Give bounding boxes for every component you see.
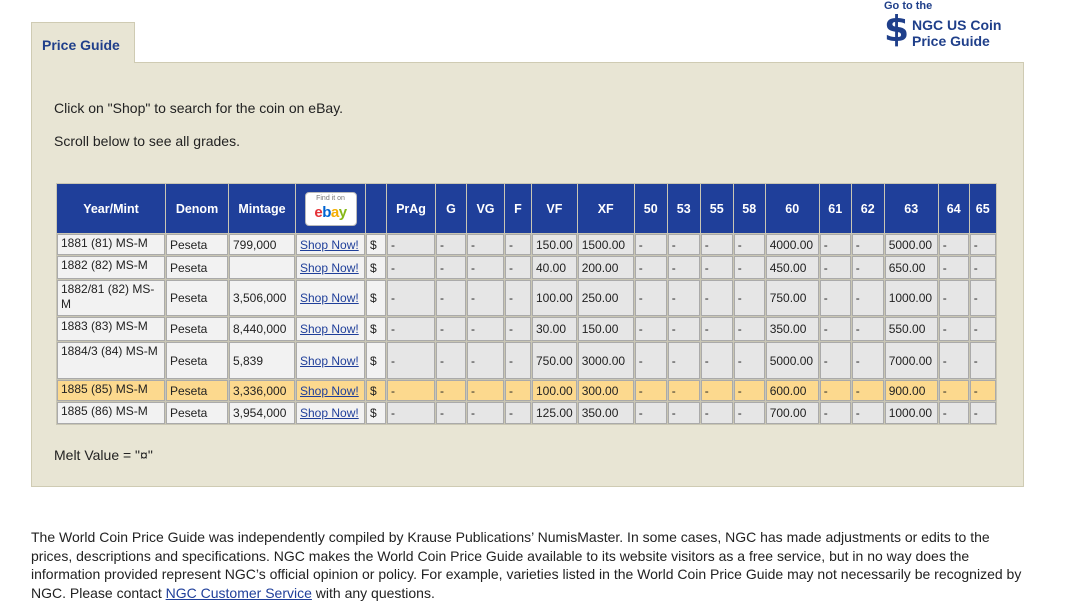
column-header: 50 [635,184,667,233]
table-cell: 5,839 [229,342,295,379]
ebay-header [296,184,365,233]
goto-label: Go to the [884,0,933,12]
melt-value: Melt Value = "¤" [54,447,153,463]
table-cell: - [436,342,466,379]
table-cell: - [701,380,733,401]
table-cell [296,280,365,316]
table-cell: - [939,234,969,255]
table-cell [296,342,365,379]
table-cell: - [505,317,531,341]
table-cell: - [668,380,700,401]
column-header: 53 [668,184,700,233]
column-header: PrAg [387,184,435,233]
shop-now-link[interactable]: Shop Now! [300,322,359,336]
table-cell: - [436,317,466,341]
table-cell: - [852,380,884,401]
table-cell: 450.00 [766,256,819,279]
table-cell: - [852,256,884,279]
table-cell: - [820,342,851,379]
column-header: Year/Mint [57,184,165,233]
table-cell: - [701,402,733,424]
table-row [57,256,996,279]
table-cell: - [387,317,435,341]
table-row [57,234,996,255]
shop-now-link[interactable]: Shop Now! [300,383,359,398]
table-row [57,317,996,341]
table-cell: - [820,234,851,255]
table-cell: 750.00 [532,342,577,379]
table-cell: - [970,342,996,379]
table-cell: - [436,402,466,424]
table-cell [296,402,365,424]
table-cell: - [820,402,851,424]
table-cell: 3,954,000 [229,402,295,424]
column-header: Denom [166,184,228,233]
table-cell: 4000.00 [766,234,819,255]
table-cell: - [467,256,504,279]
column-header: 60 [766,184,819,233]
table-cell: - [505,402,531,424]
shop-now-link[interactable]: Shop Now! [300,237,359,252]
table-cell: - [505,280,531,316]
shop-instruction: Click on "Shop" to search for the coin on eBay. [54,100,344,116]
table-cell: - [701,280,733,316]
table-cell: - [852,317,884,341]
table-cell: 750.00 [766,280,819,316]
table-row [57,342,996,379]
table-row [57,380,996,401]
table-cell: - [467,342,504,379]
table-cell: - [635,380,667,401]
table-cell: - [505,256,531,279]
table-cell: - [939,280,969,316]
table-cell: - [635,342,667,379]
table-cell: 350.00 [578,402,634,424]
table-cell: 30.00 [532,317,577,341]
column-header: 61 [820,184,851,233]
table-cell: - [387,234,435,255]
table-cell: - [668,280,700,316]
disclaimer: The World Coin Price Guide was independently compiled by Krause Publications’ NumisMaster. In some cases, NGC has made adjustments or edits to the prices, descriptions and specifications. NGC makes the World Coin Price Guide available to its website visitors as a free service, but in no way does the information provided represent NGC’s official opinion or policy. For example, varieties listed in the World Coin Price Guide may not necessarily be recognized by NGC. Please contact NGC Customer Service with any questions. [31,529,1022,601]
table-cell: Peseta [166,317,228,341]
table-cell: - [467,317,504,341]
table-cell: - [635,402,667,424]
table-cell: 125.00 [532,402,577,424]
table-cell: - [701,234,733,255]
column-header: 63 [885,184,938,233]
table-cell: - [701,256,733,279]
price-guide-panel [31,62,1024,487]
table-cell: 1885 (85) MS-M [57,380,165,401]
table-cell: - [635,317,667,341]
table-cell: - [970,234,996,255]
table-cell: 1000.00 [885,280,938,316]
table-cell: - [505,234,531,255]
table-cell: - [734,280,765,316]
column-header: 55 [701,184,733,233]
table-cell: - [820,280,851,316]
table-cell: Peseta [166,380,228,401]
table-cell: - [668,402,700,424]
table-cell: - [734,342,765,379]
table-cell: 650.00 [885,256,938,279]
table-cell: 700.00 [766,402,819,424]
table-cell: - [467,234,504,255]
table-cell [296,256,365,279]
table-cell: - [820,256,851,279]
table-cell: - [635,256,667,279]
table-cell: 900.00 [885,380,938,401]
table-cell: $ [366,317,386,341]
table-cell: $ [366,234,386,255]
table-cell: - [970,256,996,279]
table-cell: 100.00 [532,280,577,316]
table-cell: - [505,380,531,401]
table-cell: 1500.00 [578,234,634,255]
customer-service-link[interactable]: NGC Customer Service [165,584,312,601]
table-cell: 150.00 [532,234,577,255]
table-cell: 200.00 [578,256,634,279]
column-header: 64 [939,184,969,233]
table-cell: 1882 (82) MS-M [57,256,165,279]
table-cell: - [939,256,969,279]
table-cell: Peseta [166,402,228,424]
shop-now-link[interactable]: Shop Now! [300,406,359,420]
table-cell: 3,336,000 [229,380,295,401]
ngc-link-title: NGC US Coin Price Guide [912,17,1002,49]
table-cell: $ [366,342,386,379]
scroll-instruction: Scroll below to see all grades. [54,133,240,149]
table-cell: - [734,380,765,401]
table-cell: 350.00 [766,317,819,341]
table-cell: - [970,402,996,424]
table-cell: - [734,234,765,255]
shop-now-link[interactable]: Shop Now! [300,260,359,275]
column-header: G [436,184,466,233]
table-cell: $ [366,380,386,401]
table-cell: - [668,317,700,341]
table-cell: Peseta [166,234,228,255]
table-cell: - [467,280,504,316]
column-header: VG [467,184,504,233]
table-cell: 1000.00 [885,402,938,424]
table-cell: 1884/3 (84) MS-M [57,342,165,379]
table-row [57,280,996,316]
table-cell: - [852,234,884,255]
table-cell: - [436,256,466,279]
table-cell: - [852,342,884,379]
table-cell: Peseta [166,280,228,316]
table-cell: - [734,256,765,279]
table-cell [296,317,365,341]
table-cell: 1883 (83) MS-M [57,317,165,341]
column-header: F [505,184,531,233]
table-cell [296,234,365,255]
table-cell: - [387,402,435,424]
table-cell: - [436,380,466,401]
table-cell: - [852,402,884,424]
table-cell: $ [366,402,386,424]
column-header [366,184,386,233]
table-cell: - [668,342,700,379]
table-cell: - [701,342,733,379]
table-cell: - [387,380,435,401]
table-cell: 3000.00 [578,342,634,379]
table-cell: - [939,317,969,341]
table-cell: Peseta [166,256,228,279]
table-cell: - [467,402,504,424]
table-cell: 250.00 [578,280,634,316]
shop-now-link[interactable]: Shop Now! [300,353,359,368]
table-cell: 799,000 [229,234,295,255]
table-cell: 3,506,000 [229,280,295,316]
table-cell: 600.00 [766,380,819,401]
price-table [56,183,997,425]
table-cell: - [635,280,667,316]
table-cell: - [734,402,765,424]
table-cell: - [436,280,466,316]
table-cell: - [387,280,435,316]
table-cell: - [970,380,996,401]
table-cell: 1881 (81) MS-M [57,234,165,255]
column-header: Mintage [229,184,295,233]
table-cell: $ [366,280,386,316]
column-header: 58 [734,184,765,233]
table-cell: 550.00 [885,317,938,341]
ngc-us-coin-price-guide-link[interactable] [884,0,1034,52]
table-cell: - [387,256,435,279]
column-header: XF [578,184,634,233]
table-cell: 8,440,000 [229,317,295,341]
shop-now-link[interactable]: Shop Now! [300,291,359,305]
table-row [57,402,996,424]
table-cell: 100.00 [532,380,577,401]
table-cell: 300.00 [578,380,634,401]
table-cell: 5000.00 [885,234,938,255]
table-cell: - [701,317,733,341]
table-cell: - [820,317,851,341]
table-cell: 40.00 [532,256,577,279]
table-cell [296,380,365,401]
table-cell: $ [366,256,386,279]
column-header: 65 [970,184,996,233]
table-cell: 1882/81 (82) MS-M [57,280,165,316]
table-cell: - [939,402,969,424]
table-cell: 7000.00 [885,342,938,379]
table-cell: - [436,234,466,255]
table-cell: - [505,342,531,379]
table-cell: - [970,280,996,316]
dollar-icon: $ [884,9,910,50]
table-cell: 150.00 [578,317,634,341]
table-cell: - [939,380,969,401]
column-header: 62 [852,184,884,233]
table-cell: - [467,380,504,401]
table-cell: 1885 (86) MS-M [57,402,165,424]
table-cell: - [635,234,667,255]
table-cell: - [387,342,435,379]
table-cell [229,256,295,279]
ebay-logo-icon: Find it on ebay [305,192,357,226]
tab-price-guide[interactable]: Price Guide [31,22,135,63]
table-cell: - [668,256,700,279]
table-cell: - [668,234,700,255]
column-header: VF [532,184,577,233]
table-cell: Peseta [166,342,228,379]
table-cell: 5000.00 [766,342,819,379]
table-cell: - [820,380,851,401]
table-cell: - [734,317,765,341]
table-cell: - [970,317,996,341]
table-cell: - [852,280,884,316]
table-cell: - [939,342,969,379]
